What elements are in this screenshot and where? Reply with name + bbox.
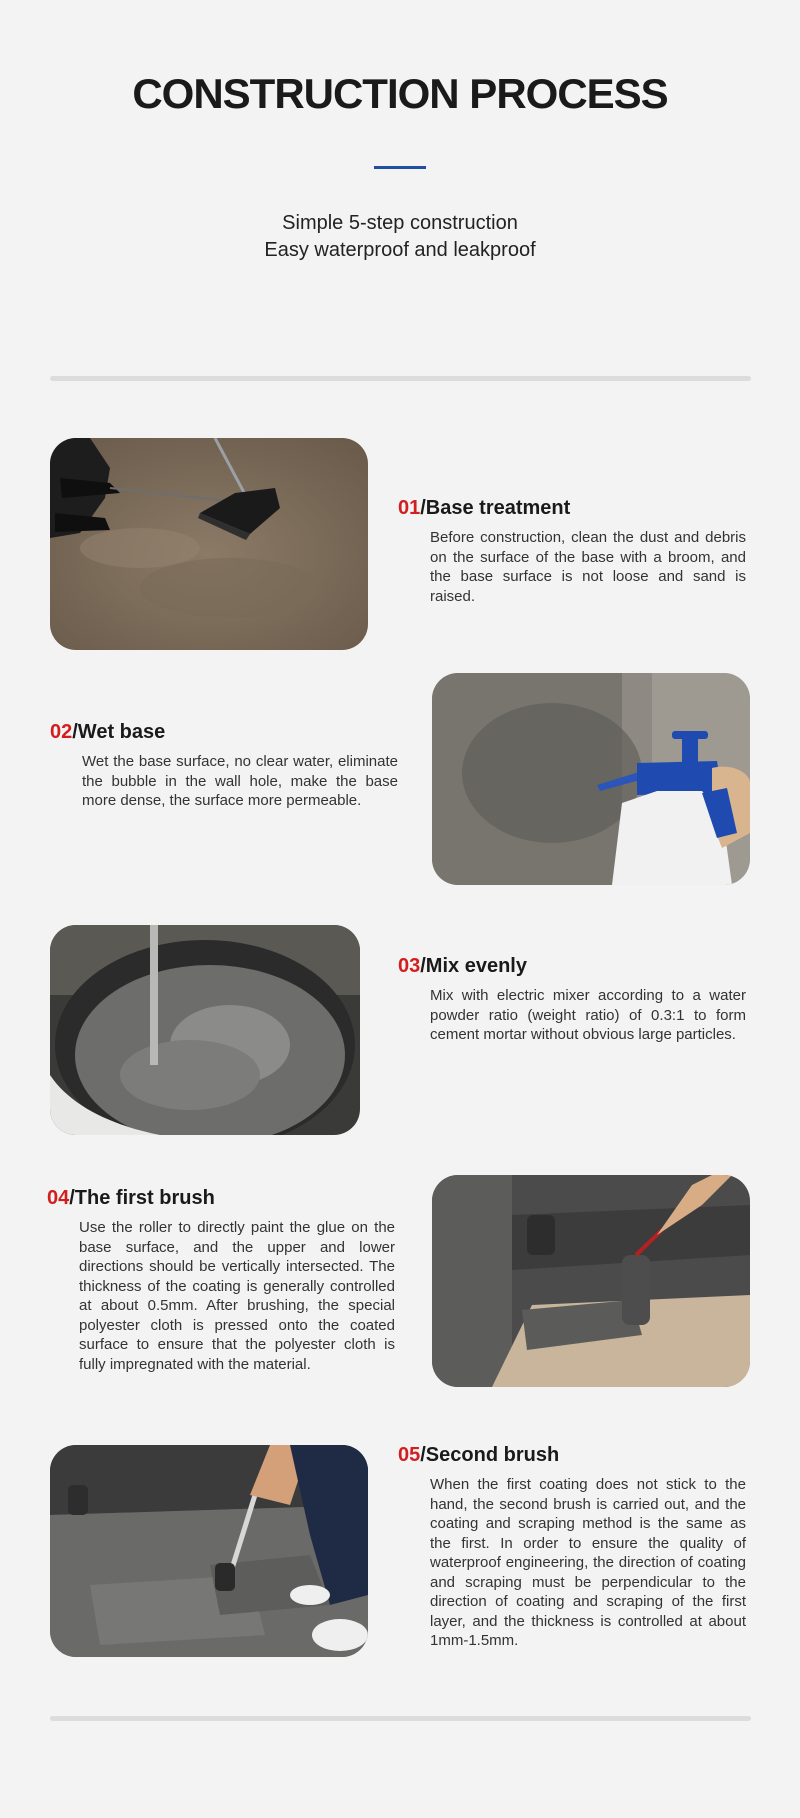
top-divider xyxy=(50,376,751,381)
bottom-divider xyxy=(50,1716,751,1721)
subtitle-line-1: Simple 5-step construction xyxy=(282,212,518,234)
subtitle-line-2: Easy waterproof and leakproof xyxy=(264,239,536,261)
step-04-number: 04 xyxy=(47,1187,70,1209)
step-01-heading: /Base treatment xyxy=(420,497,571,519)
step-05-heading: /Second brush xyxy=(420,1444,560,1466)
step-03-description: Mix with electric mixer according to a water powder ratio (weight ratio) of 0.3:1 to form cement mortar without obvious large particles. xyxy=(430,987,746,1043)
step-02-number: 02 xyxy=(50,721,73,743)
step-04-photo xyxy=(432,1175,750,1387)
step-03-heading: /Mix evenly xyxy=(420,955,527,977)
step-02-heading: /Wet base xyxy=(72,721,166,743)
step-05-number: 05 xyxy=(398,1444,421,1466)
step-04-heading: /The first brush xyxy=(69,1187,215,1209)
step-01-title xyxy=(398,497,570,520)
step-01-photo xyxy=(50,438,368,650)
title-underline xyxy=(374,166,426,169)
step-02-description: Wet the base surface, no clear water, eliminate the bubble in the wall hole, make the base more dense, the surface more permeable. xyxy=(82,753,398,809)
step-04-description: Use the roller to directly paint the glue on the base surface, and the upper and lower directions should be vertically intersected. The thickness of the coating is generally controlled at about 0.5mm. After brushing, the special polyester cloth is pressed onto the coated surface to ensure that the polyester cloth is fully impregnated with the material. xyxy=(79,1219,395,1373)
step-01-number: 01 xyxy=(398,497,421,519)
step-03-number: 03 xyxy=(398,955,421,977)
step-03-photo xyxy=(50,925,360,1135)
page-title: CONSTRUCTION PROCESS xyxy=(132,70,668,117)
step-05-title xyxy=(398,1444,559,1467)
step-01-description: Before construction, clean the dust and debris on the surface of the base with a broom, and the base surface is not loose and sand is raised. xyxy=(430,529,746,605)
step-05-photo xyxy=(50,1445,368,1657)
step-05-description: When the first coating does not stick to the hand, the second brush is carried out, and the coating and scraping method is the same as the first. In order to ensure the quality of waterproof engineering, the direction of coating and scraping must be perpendicular to the direction of coating and scraping of the first layer, and the thickness is controlled at about 1mm-1.5mm. xyxy=(430,1476,746,1649)
step-02-title xyxy=(50,721,165,744)
step-04-title xyxy=(47,1187,215,1210)
step-03-title xyxy=(398,955,527,978)
step-02-photo xyxy=(432,673,750,885)
